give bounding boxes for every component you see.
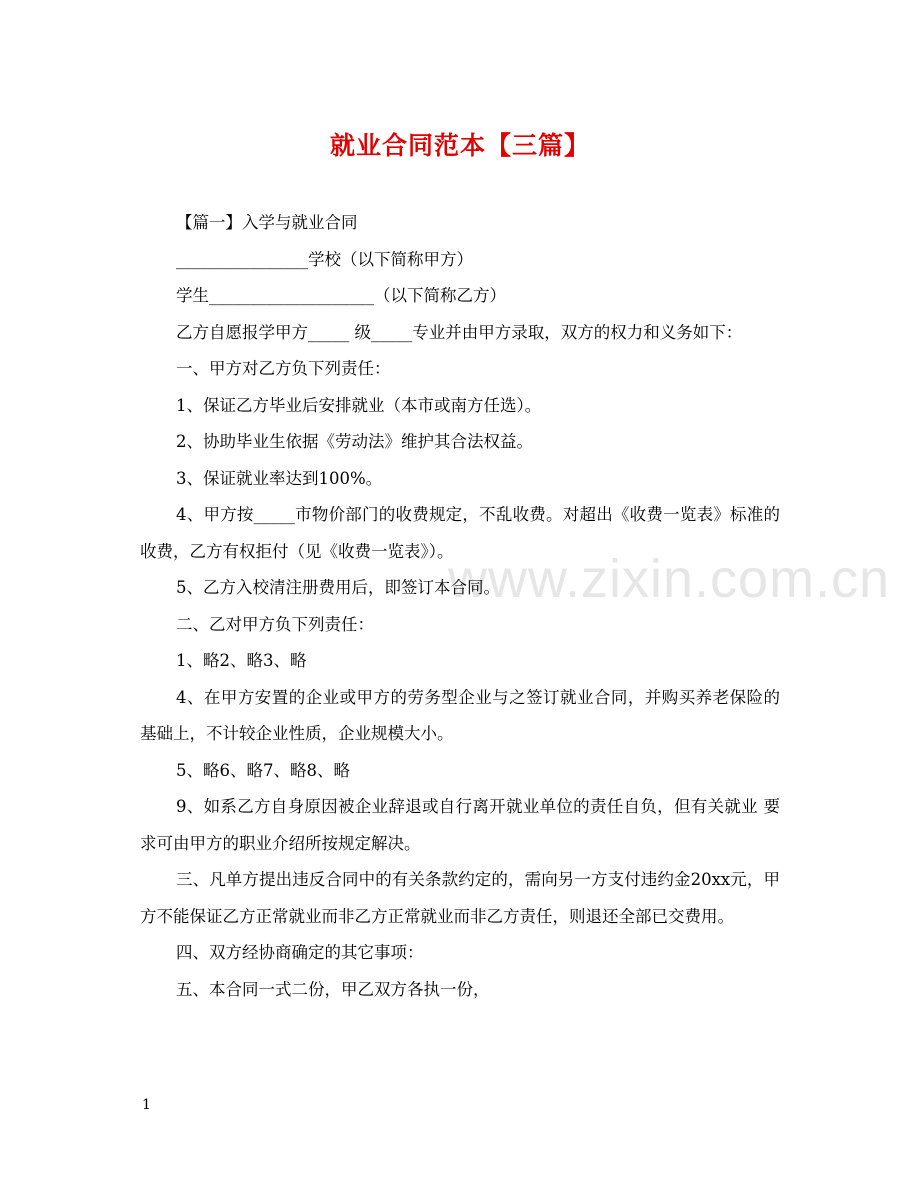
- paragraph: 1、保证乙方毕业后安排就业（本市或南方任选）。: [176, 395, 542, 415]
- school-line: ________________学校（以下简称甲方）: [176, 249, 473, 269]
- paragraph: 乙方自愿报学甲方_____ 级_____专业并由甲方录取，双方的权力和义务如下：: [176, 322, 743, 342]
- paragraph: 三、凡单方提出违反合同中的有关条款约定的，需向另一方支付违约金20xx元，甲方不能保证乙方正常就业而非乙方正常就业而非乙方责任，则退还全部已交费用。: [140, 870, 780, 926]
- paragraph: 4、甲方按_____市物价部门的收费规定，不乱收费。对超出《收费一览表》标准的收费，乙方有权拒付（见《收费一览表》）。: [140, 505, 780, 561]
- paragraph: 二、乙对甲方负下列责任：: [176, 614, 374, 634]
- paragraph: 五、本合同一式二份，甲乙双方各执一份，: [176, 979, 490, 999]
- watermark: www.zixin.com.cn: [448, 549, 891, 609]
- paragraph: 1、略2、略3、略: [176, 651, 307, 670]
- paragraph: 5、乙方入校清注册费用后，即签订本合同。: [176, 578, 500, 597]
- paragraph: 一、甲方对乙方负下列责任：: [176, 359, 391, 378]
- section-heading: 【篇一】入学与就业合同: [176, 213, 358, 232]
- document-title: 就业合同范本【三篇】: [329, 131, 590, 160]
- student-line: 学生____________________（以下简称乙方）: [176, 286, 506, 305]
- paragraph: 3、保证就业率达到100%。: [176, 468, 383, 488]
- page-number: 1: [142, 1097, 151, 1113]
- paragraph: 4、在甲方安置的企业或甲方的劳务型企业与之签订就业合同，并购买养老保险的基础上，不计较企业性质，企业规模大小。: [140, 687, 780, 743]
- paragraph: 5、略6、略7、略8、略: [176, 760, 350, 780]
- paragraph: 9、如系乙方自身原因被企业辞退或自行离开就业单位的责任自负，但有关就业 要求可由甲方的职业介绍所按规定解决。: [140, 797, 780, 853]
- paragraph: 2、协助毕业生依据《劳动法》维护其合法权益。: [176, 432, 533, 451]
- document-body: [140, 205, 780, 1008]
- paragraph: 四、双方经协商确定的其它事项：: [176, 943, 424, 962]
